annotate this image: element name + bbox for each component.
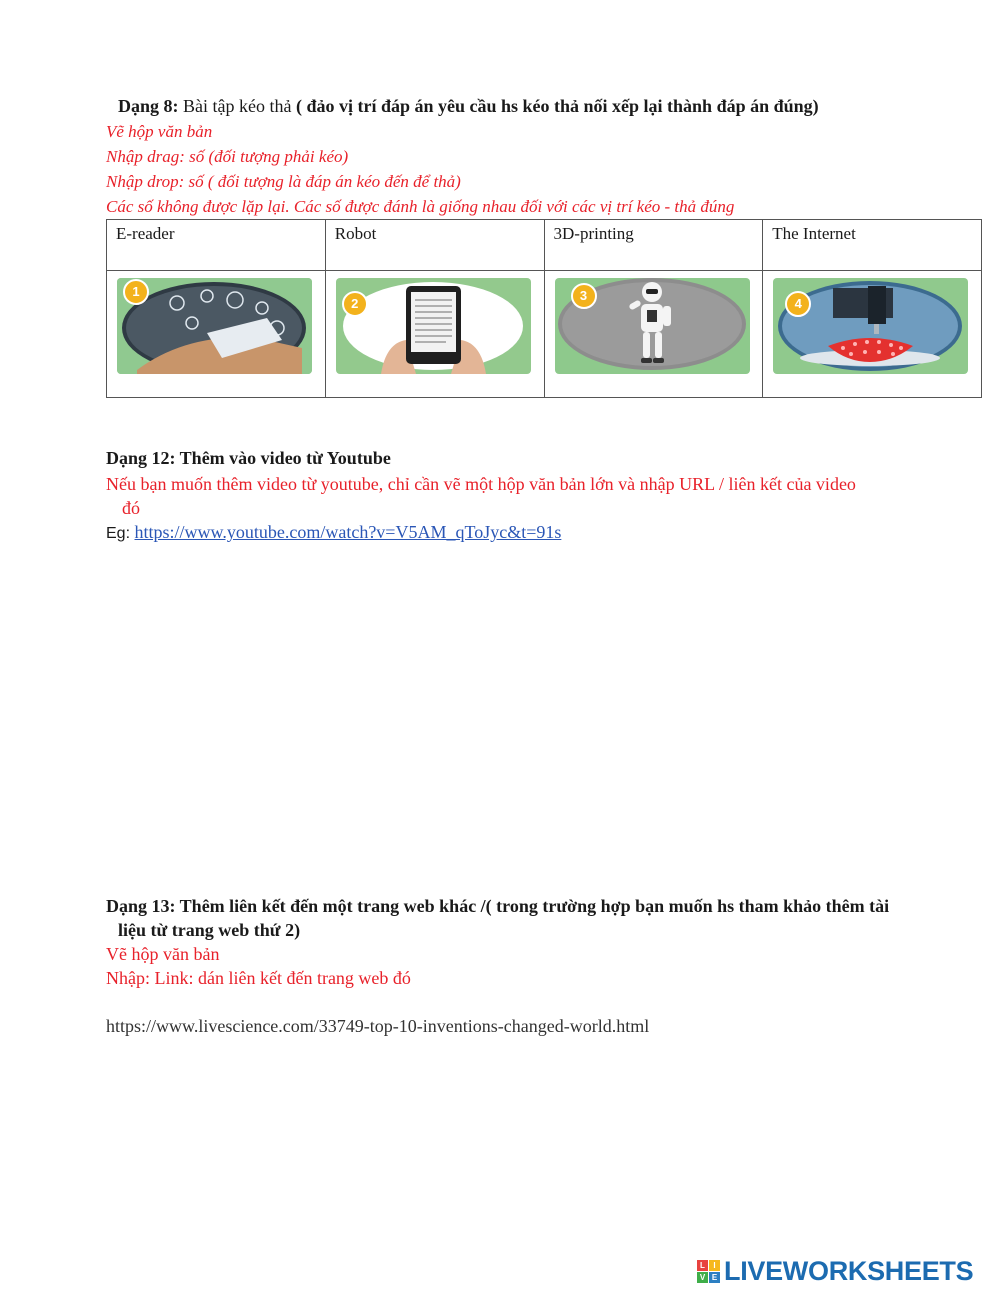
section13-line-2: Nhập: Link: dán liên kết đến trang web đó (106, 968, 411, 988)
image-cell-3[interactable] (544, 271, 763, 398)
section8-title-bold: ( đảo vị trí đáp án yêu cầu hs kéo thả nối xếp lại thành đáp án đúng) (295, 96, 819, 116)
number-badge: 1 (123, 279, 149, 305)
table-image-row (107, 271, 982, 398)
section12-line-2: đó (122, 498, 140, 518)
section8-line-1: Vẽ hộp văn bản (106, 122, 213, 141)
section8-title (118, 96, 819, 117)
section8-line-3: Nhập drop: số ( đối tượng là đáp án kéo đến để thả) (106, 172, 461, 191)
table-header-row (107, 220, 982, 271)
logo-tiles-icon (697, 1260, 720, 1283)
section8-line-4: Các số không được lặp lại. Các số được đánh là giống nhau đối với các vị trí kéo - thả đúng (106, 197, 735, 216)
liveworksheets-logo (697, 1255, 973, 1287)
section8-title-prefix: Dạng 8: (118, 96, 179, 116)
logo-tile: V (697, 1272, 708, 1283)
section13-title: Dạng 13: Thêm liên kết đến một trang web khác /( trong trường hợp bạn muốn hs tham khảo thêm tài (106, 896, 890, 916)
table-header-cell: 3D-printing (544, 220, 763, 271)
image-cell-2[interactable] (325, 271, 544, 398)
section12-example (106, 522, 561, 543)
logo-tile: L (697, 1260, 708, 1271)
number-badge: 4 (785, 291, 811, 317)
youtube-link[interactable]: https://www.youtube.com/watch?v=V5AM_qToJyc&t=91s (134, 522, 562, 542)
drag-drop-table (106, 219, 982, 398)
e-reader-device-image (336, 278, 531, 374)
section8-title-normal: Bài tập kéo thả (178, 96, 296, 116)
logo-tile: E (709, 1272, 720, 1283)
section8-line-2: Nhập drag: số (đối tượng phải kéo) (106, 147, 349, 166)
table-header-cell: Robot (325, 220, 544, 271)
example-label: Eg: (106, 525, 131, 542)
livescience-url: https://www.livescience.com/33749-top-10-inventions-changed-world.html (106, 1016, 650, 1036)
section13-title-line-2: liệu từ trang web thứ 2) (118, 920, 301, 940)
table-header-cell: E-reader (107, 220, 326, 271)
section13-line-1: Vẽ hộp văn bản (106, 944, 220, 964)
table-header-cell: The Internet (763, 220, 982, 271)
image-cell-1[interactable] (107, 271, 326, 398)
section12-line-1: Nếu bạn muốn thêm video từ youtube, chỉ cần vẽ một hộp văn bản lớn và nhập URL / liên kết của video (106, 474, 856, 494)
section12-title: Dạng 12: Thêm vào video từ Youtube (106, 448, 391, 468)
logo-wordmark: LIVEWORKSHEETS (724, 1255, 974, 1286)
number-badge: 2 (342, 291, 368, 317)
number-badge: 3 (571, 283, 597, 309)
logo-tile: I (709, 1260, 720, 1271)
image-cell-4[interactable] (763, 271, 982, 398)
